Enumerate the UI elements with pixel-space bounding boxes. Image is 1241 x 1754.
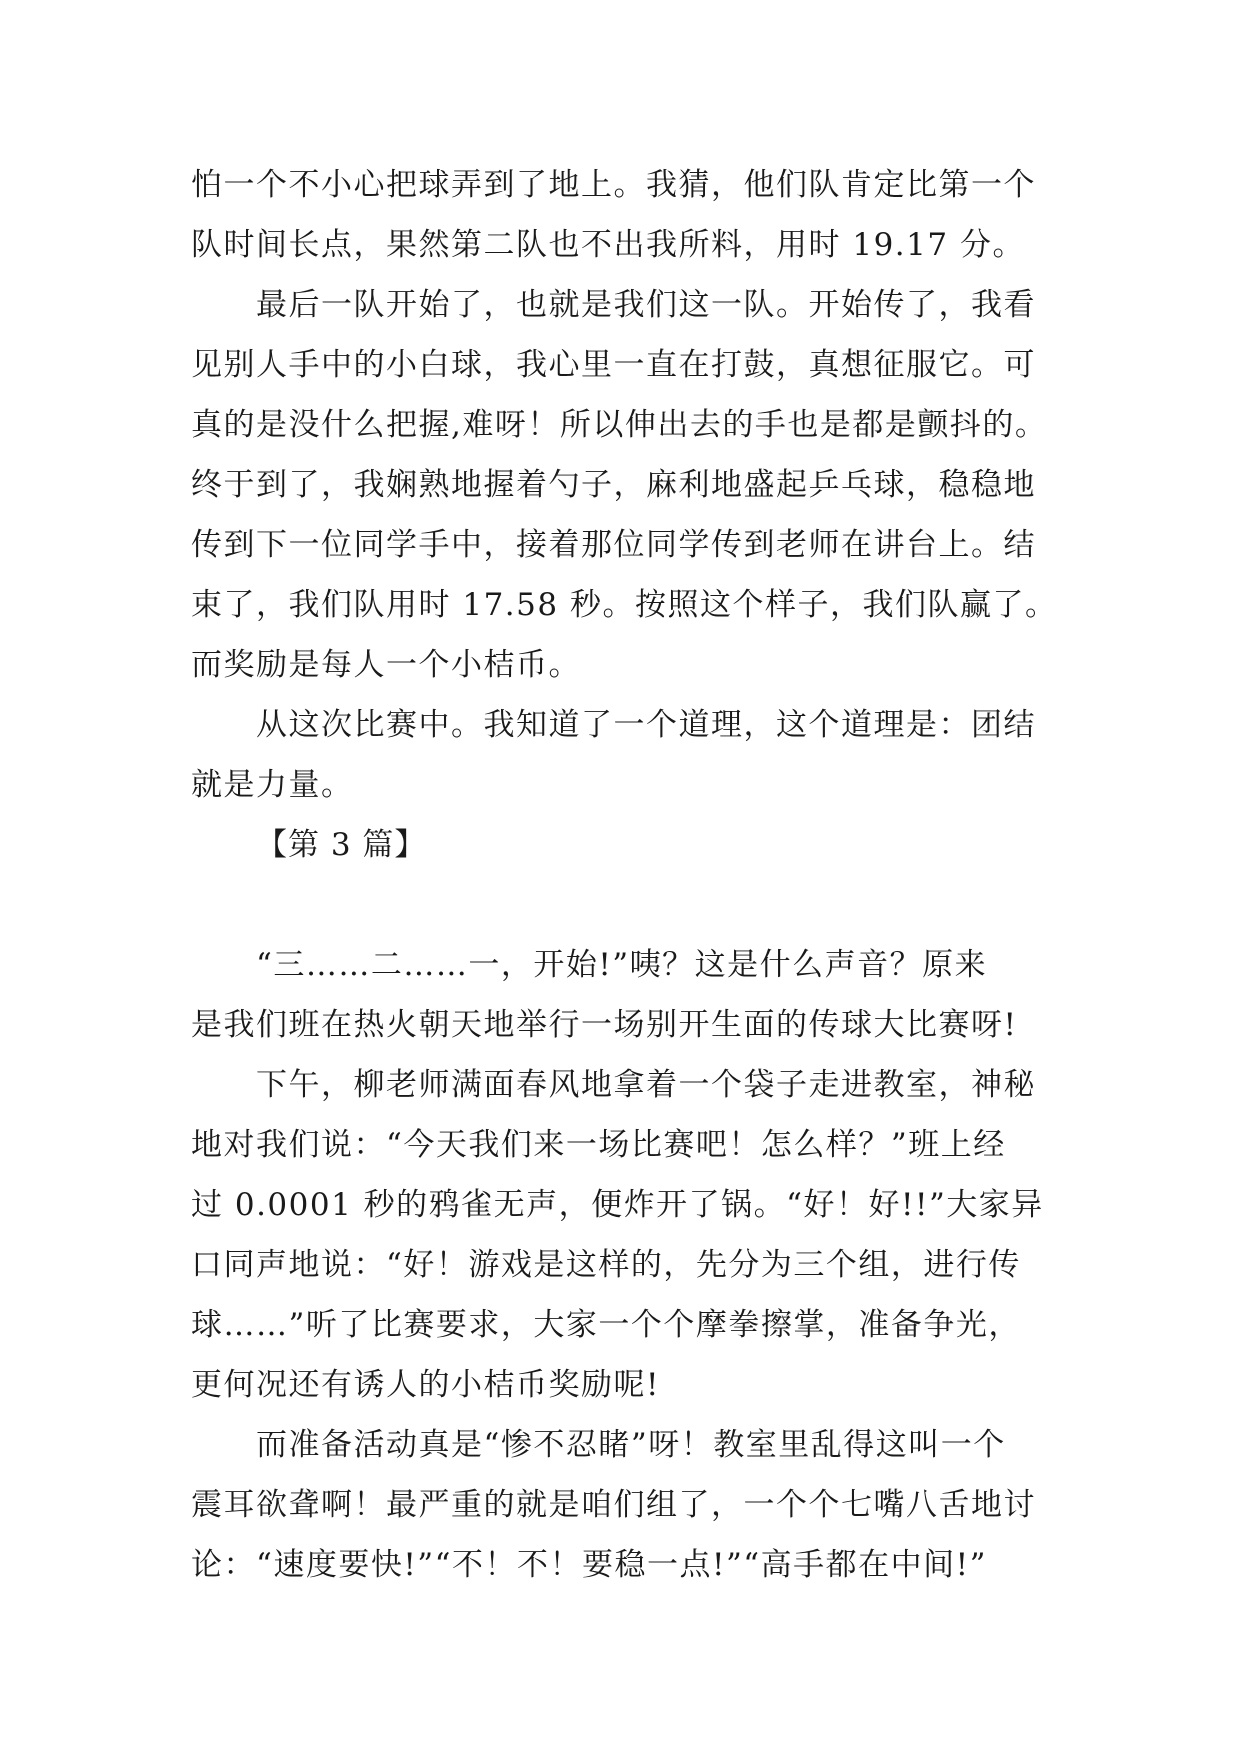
- text-line: 口同声地说：“好！游戏是这样的，先分为三个组，进行传: [191, 1247, 1021, 1283]
- section-heading: 【第 3 篇】: [256, 827, 427, 863]
- text-line: 传到下一位同学手中，接着那位同学传到老师在讲台上。结: [191, 527, 1036, 563]
- text-line: 就是力量。: [191, 767, 354, 803]
- paragraph-start-line: 而准备活动真是“惨不忍睹”呀！教室里乱得这叫一个: [256, 1427, 1006, 1463]
- text-line: 是我们班在热火朝天地举行一场别开生面的传球大比赛呀!: [191, 1007, 1018, 1043]
- text-line: 球……”听了比赛要求，大家一个个摩拳擦掌，准备争光，: [191, 1307, 1021, 1343]
- text-line: 怕一个不小心把球弄到了地上。我猜，他们队肯定比第一个: [191, 167, 1036, 203]
- text-line: 地对我们说：“今天我们来一场比赛吧！怎么样？”班上经: [191, 1127, 1006, 1163]
- text-line: 而奖励是每人一个小桔币。: [191, 647, 581, 683]
- text-line: 束了，我们队用时 17.58 秒。按照这个样子，我们队赢了。: [191, 587, 1058, 623]
- text-line: 更何况还有诱人的小桔币奖励呢!: [191, 1367, 660, 1403]
- text-line: 见别人手中的小白球，我心里一直在打鼓，真想征服它。可: [191, 347, 1036, 383]
- text-line: 论：“速度要快!”“不！不！要稳一点!”“高手都在中间!”: [191, 1547, 987, 1583]
- text-line: 震耳欲聋啊！最严重的就是咱们组了，一个个七嘴八舌地讨: [191, 1487, 1036, 1523]
- text-line: 真的是没什么把握,难呀！所以伸出去的手也是都是颤抖的。: [191, 407, 1048, 443]
- text-line: 过 0.0001 秒的鸦雀无声，便炸开了锅。“好！好!!”大家异: [191, 1187, 1044, 1223]
- paragraph-start-line: “三……二……一，开始!”咦？这是什么声音？原来: [256, 947, 988, 983]
- paragraph-start-line: 从这次比赛中。我知道了一个道理，这个道理是：团结: [256, 707, 1036, 743]
- text-line: 终于到了，我娴熟地握着勺子，麻利地盛起乒乓球，稳稳地: [191, 467, 1036, 503]
- paragraph-start-line: 下午，柳老师满面春风地拿着一个袋子走进教室，神秘: [256, 1067, 1036, 1103]
- paragraph-start-line: 最后一队开始了，也就是我们这一队。开始传了，我看: [256, 287, 1036, 323]
- text-line: 队时间长点，果然第二队也不出我所料，用时 19.17 分。: [191, 227, 1025, 263]
